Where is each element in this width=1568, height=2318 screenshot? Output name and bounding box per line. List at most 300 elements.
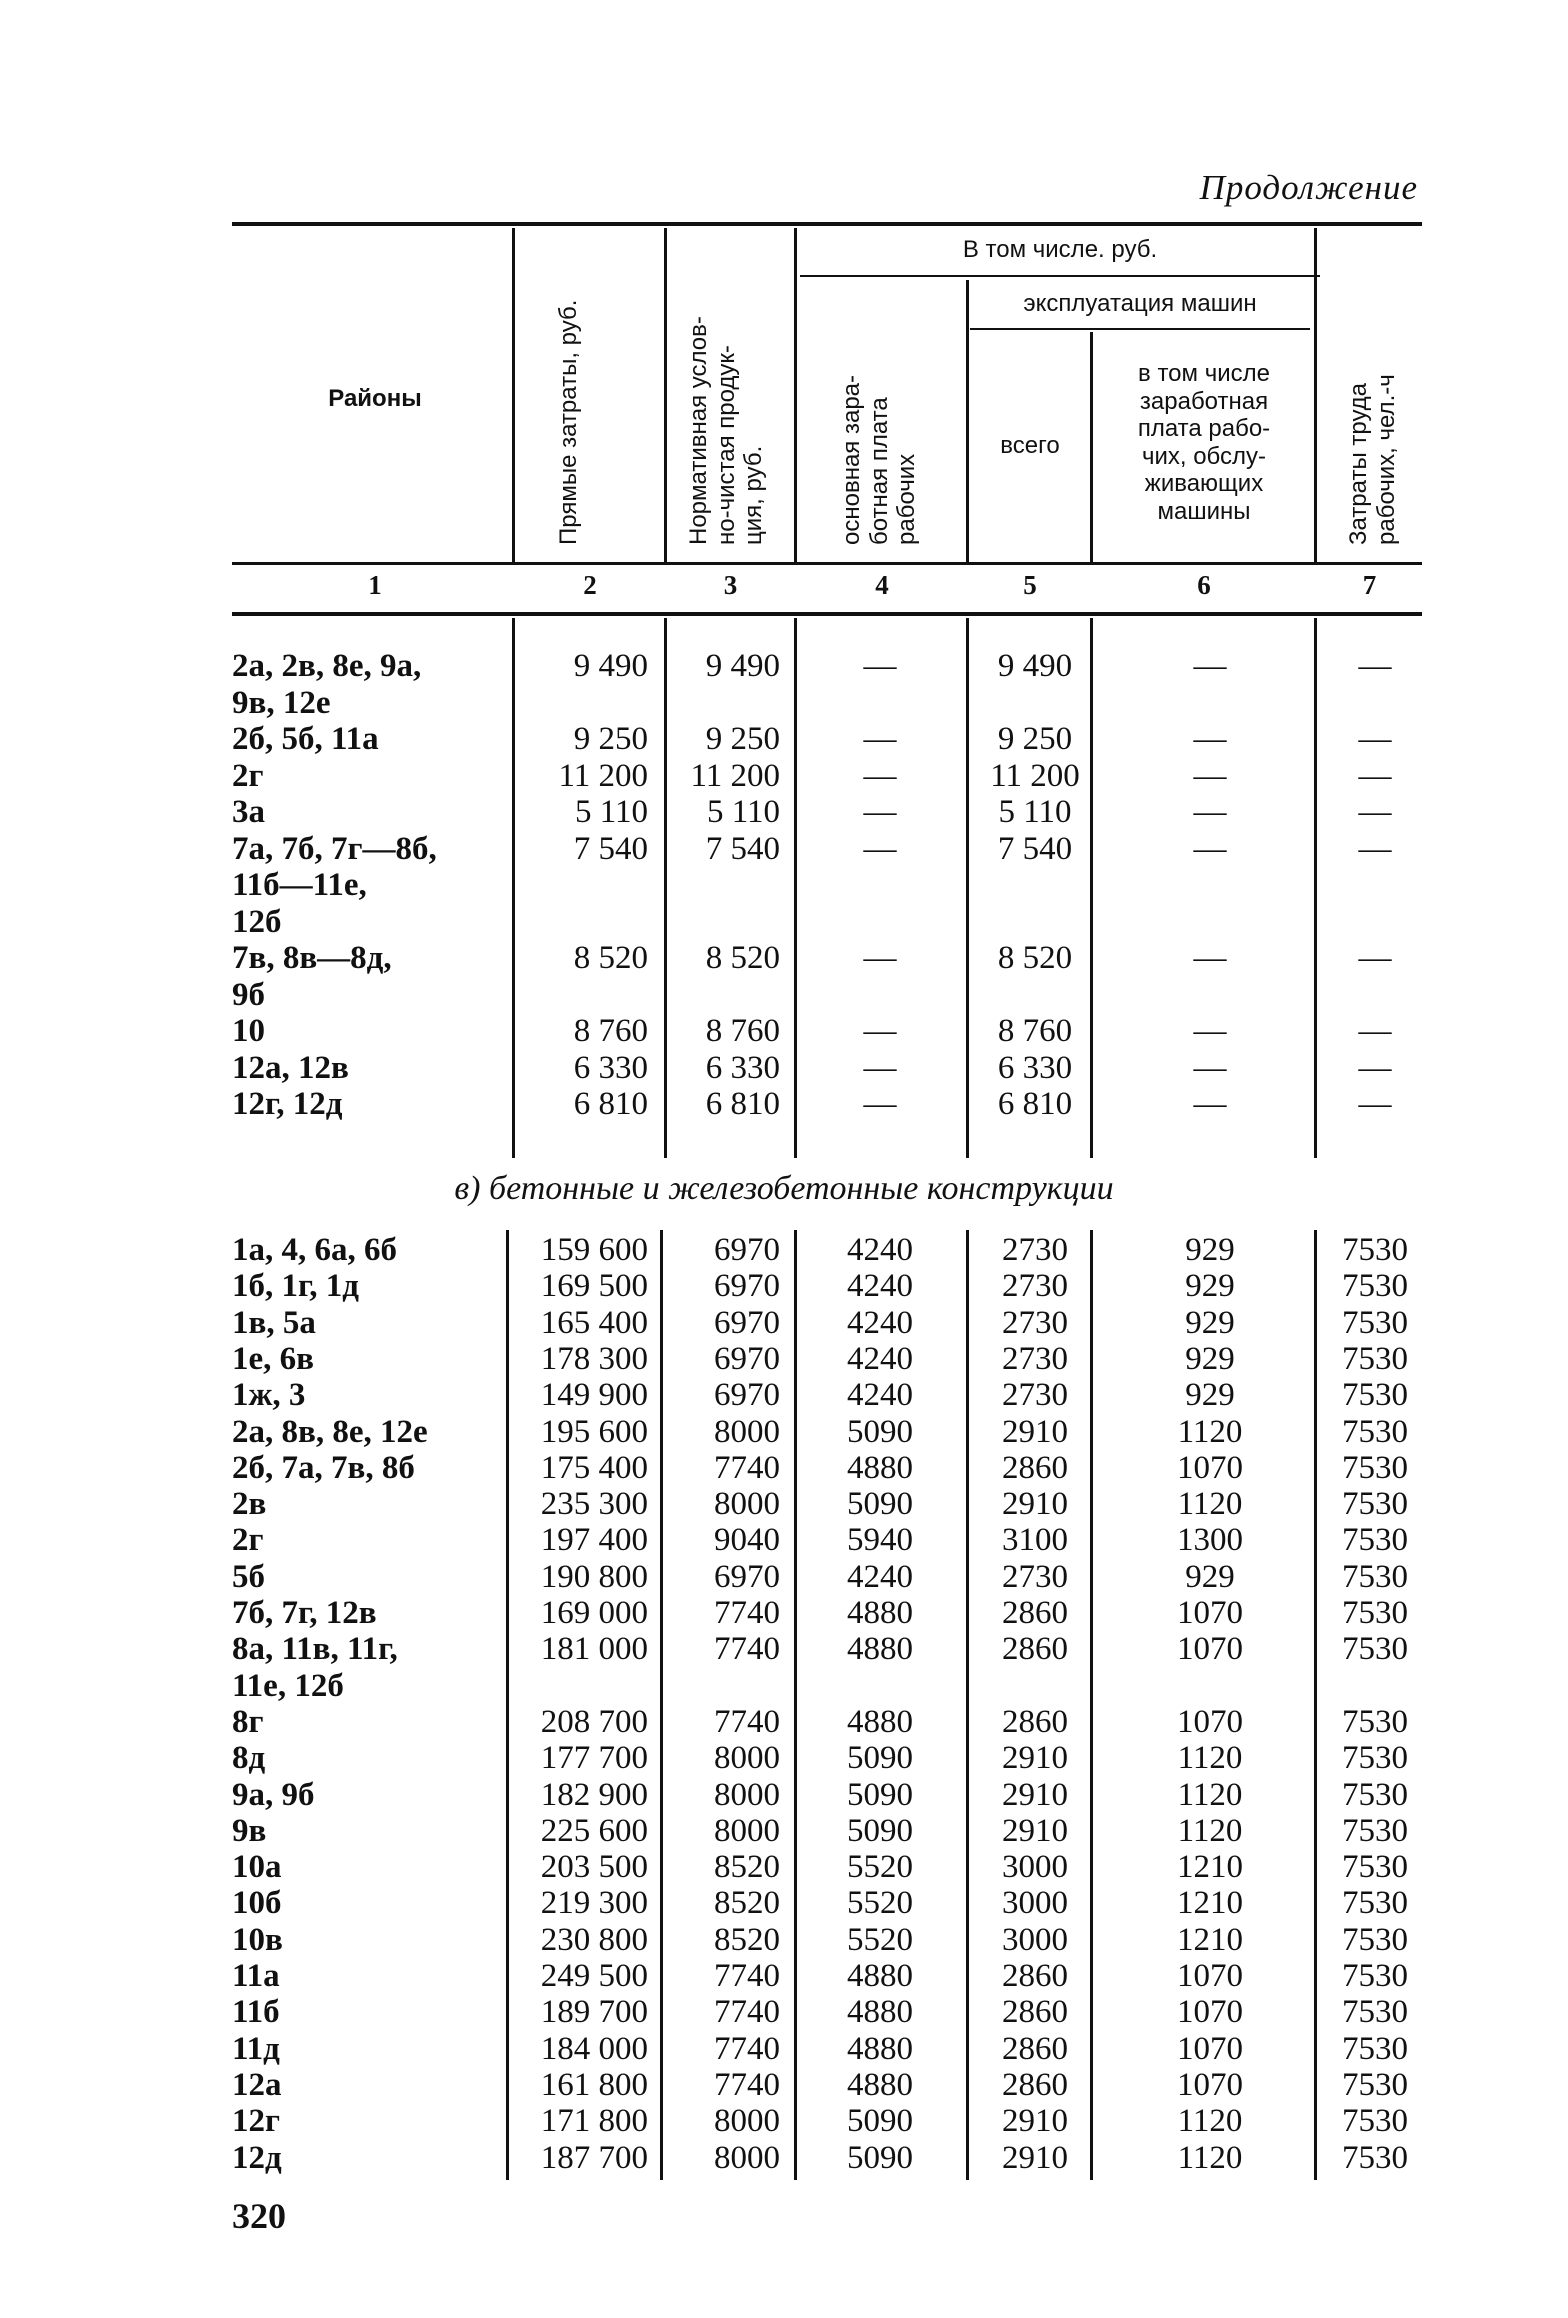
region-name: 1а, 4, 6а, 6б <box>232 1232 397 1268</box>
cell-col2: 195 600 <box>540 1413 648 1450</box>
cell-col5: 2910 <box>1002 1740 1068 1777</box>
table-row <box>0 2067 1568 2103</box>
cell-col3: 8520 <box>714 1885 780 1922</box>
table-row <box>0 1232 1568 1268</box>
continuation-label: Продолжение <box>1199 168 1418 207</box>
region-name: 7в, 8в—8д, <box>232 940 392 976</box>
header-labor-line2: рабочих, чел.-ч <box>1372 374 1400 545</box>
cell-col6: 1120 <box>1177 1413 1243 1450</box>
header-vline-4 <box>966 280 969 562</box>
cell-col5: 2860 <box>1002 1631 1068 1668</box>
cell-col5: 2860 <box>1002 2066 1068 2103</box>
cell-col2: 197 400 <box>540 1522 648 1559</box>
cell-col7: 7530 <box>1342 2139 1408 2176</box>
cell-col7: 7530 <box>1342 1449 1408 1486</box>
cell-col6: 1210 <box>1177 1885 1243 1922</box>
cell-col6: 929 <box>1185 1340 1235 1377</box>
table-row <box>0 1704 1568 1740</box>
cell-col3: 7 540 <box>705 830 780 867</box>
cell-col2: 149 900 <box>540 1377 648 1414</box>
cell-col4: — <box>863 794 897 830</box>
region-name: 2г <box>232 757 264 794</box>
cell-col7: 7530 <box>1342 1340 1408 1377</box>
cell-col4: 5520 <box>847 1849 913 1886</box>
cell-col5: 6 330 <box>997 1049 1073 1086</box>
header-machine-wage-line2: заработная <box>1139 387 1269 415</box>
cell-col2: 8 760 <box>573 1013 648 1049</box>
cell-col3: 8000 <box>714 1413 780 1450</box>
cell-col5: 2860 <box>1002 1994 1068 2031</box>
cell-col4: 5090 <box>847 1812 913 1849</box>
cell-col5: 3000 <box>1002 1921 1068 1958</box>
cell-col7: 7530 <box>1342 1740 1408 1777</box>
table-row <box>0 1777 1568 1813</box>
cell-col3: 6970 <box>714 1340 780 1377</box>
cell-col4: 5090 <box>847 1776 913 1813</box>
cell-col7: 7530 <box>1342 1558 1408 1595</box>
cell-col4: 4880 <box>847 1631 913 1668</box>
region-name: 10 <box>232 1013 265 1049</box>
header-machines-total: всего <box>1000 432 1060 459</box>
cell-col3: 7740 <box>714 1958 780 1994</box>
region-name: 2а, 8в, 8е, 12е <box>232 1413 428 1450</box>
cell-col5: 2860 <box>1002 1958 1068 1994</box>
region-name: 7б, 7г, 12в <box>232 1595 377 1631</box>
region-name: 12г <box>232 2103 280 2140</box>
region-name: 11б—11е, <box>232 867 367 903</box>
cell-col4: 5090 <box>847 1486 913 1523</box>
cell-col7: 7530 <box>1342 1232 1408 1268</box>
table-row <box>0 1377 1568 1413</box>
cell-col5: 2910 <box>1002 1486 1068 1523</box>
cell-col4: 4880 <box>847 2030 913 2067</box>
cell-col2: 182 900 <box>540 1776 648 1813</box>
table-row <box>0 1958 1568 1994</box>
colnum-2: 2 <box>583 570 597 600</box>
table-row <box>0 1268 1568 1304</box>
cell-col5: 5 110 <box>998 794 1072 830</box>
cell-col3: 8000 <box>714 1812 780 1849</box>
cell-col7: 7530 <box>1342 1631 1408 1668</box>
table-row <box>0 794 1568 831</box>
cell-col6: — <box>1193 1049 1227 1086</box>
cell-col4: 5090 <box>847 1740 913 1777</box>
table-row <box>0 1740 1568 1776</box>
region-name: 9в, 12е <box>232 684 331 721</box>
header-including-group: В том числе. руб. <box>962 236 1158 263</box>
cell-col4: 4880 <box>847 1958 913 1994</box>
cell-col7: — <box>1358 1049 1392 1086</box>
colnum-3: 3 <box>723 570 738 600</box>
cell-col6: 929 <box>1185 1377 1235 1414</box>
cell-col5: 7 540 <box>997 830 1073 867</box>
region-name: 12а <box>232 2066 282 2103</box>
table-row <box>0 721 1568 758</box>
cell-col4: — <box>863 1013 897 1049</box>
cell-col7: 7530 <box>1342 1921 1408 1958</box>
cell-col2: 225 600 <box>540 1812 648 1849</box>
cell-col5: 2730 <box>1002 1558 1068 1595</box>
colnum-1: 1 <box>368 570 382 600</box>
cell-col4: 4240 <box>847 1558 913 1595</box>
cell-col7: 7530 <box>1342 1885 1408 1922</box>
cell-col6: 929 <box>1185 1232 1235 1268</box>
cell-col4: 4880 <box>847 1595 913 1631</box>
cell-col3: 7740 <box>714 1994 780 2031</box>
header-direct-costs-text: Прямые затраты, руб. <box>555 299 582 545</box>
cell-col3: 8000 <box>714 1740 780 1777</box>
header-machine-wage <box>1094 360 1314 526</box>
cell-col5: 2860 <box>1002 1449 1068 1486</box>
cell-col2: 9 490 <box>573 648 648 684</box>
region-name: 10б <box>232 1885 282 1922</box>
cell-col7: — <box>1358 721 1392 757</box>
cell-col7: 7530 <box>1342 1413 1408 1450</box>
cell-col4: 4240 <box>847 1340 913 1377</box>
region-name: 1б, 1г, 1д <box>232 1268 359 1305</box>
cell-col5: 2860 <box>1002 1703 1068 1740</box>
region-name: 10а <box>232 1849 282 1886</box>
cell-col3: 7740 <box>714 2066 780 2103</box>
cell-col6: 1070 <box>1177 2066 1243 2103</box>
cell-col4: 5090 <box>847 1413 913 1450</box>
table-row <box>0 1450 1568 1486</box>
colnum-4: 4 <box>875 570 889 600</box>
cell-col3: 9 490 <box>705 648 780 684</box>
cell-col5: 2730 <box>1002 1268 1068 1305</box>
cell-col5: 2910 <box>1002 2103 1068 2140</box>
colnum-5: 5 <box>1023 570 1037 600</box>
cell-col4: — <box>863 721 897 757</box>
cell-col7: 7530 <box>1342 1776 1408 1813</box>
header-machine-wage-line3: плата рабо- <box>1137 415 1271 443</box>
cell-col6: 1120 <box>1177 1776 1243 1813</box>
region-name: 11а <box>232 1958 280 1994</box>
header-machine-wage-line5: живающих <box>1144 470 1264 498</box>
header-subgroup-rule <box>970 328 1310 330</box>
cell-col3: 8000 <box>714 2103 780 2140</box>
table-row <box>0 940 1568 1013</box>
cell-col4: 5090 <box>847 2103 913 2140</box>
cell-col6: 1070 <box>1177 1631 1243 1668</box>
cell-col3: 6970 <box>714 1558 780 1595</box>
table-row <box>0 2031 1568 2067</box>
region-name: 9б <box>232 976 265 1013</box>
cell-col7: 7530 <box>1342 1994 1408 2031</box>
table-row <box>0 1486 1568 1522</box>
cell-col7: 7530 <box>1342 1812 1408 1849</box>
cell-col5: 2910 <box>1002 1413 1068 1450</box>
cell-col6: 1070 <box>1177 1449 1243 1486</box>
header-normative-line2: но-чистая продук- <box>712 345 740 545</box>
cell-col4: 4880 <box>847 1994 913 2031</box>
cell-col6: — <box>1193 794 1227 830</box>
cell-col2: 178 300 <box>540 1340 648 1377</box>
region-name: 2в <box>232 1486 267 1523</box>
cell-col6: 1070 <box>1177 1595 1243 1631</box>
header-vline-6 <box>1314 228 1317 562</box>
page-number: 320 <box>232 2196 286 2236</box>
cell-col7: — <box>1358 940 1392 976</box>
cell-col7: 7530 <box>1342 1486 1408 1523</box>
cell-col7: 7530 <box>1342 1595 1408 1631</box>
table-row <box>0 2140 1568 2176</box>
region-name: 2б, 5б, 11а <box>232 721 379 757</box>
table-row <box>0 1849 1568 1885</box>
cell-col7: 7530 <box>1342 1958 1408 1994</box>
header-base-wage <box>838 375 921 545</box>
region-name: 2а, 2в, 8е, 9а, <box>232 648 422 684</box>
cell-col3: 8 520 <box>705 940 780 976</box>
cell-col3: 11 200 <box>690 757 780 794</box>
cell-col4: — <box>863 648 897 684</box>
table-row <box>0 758 1568 795</box>
cell-col6: 1070 <box>1177 2030 1243 2067</box>
cell-col4: 5520 <box>847 1885 913 1922</box>
cell-col2: 203 500 <box>540 1849 648 1886</box>
cell-col5: 2730 <box>1002 1377 1068 1414</box>
cell-col5: 6 810 <box>997 1086 1073 1122</box>
region-name: 12а, 12в <box>232 1049 349 1086</box>
cell-col3: 6 810 <box>705 1086 780 1122</box>
cell-col3: 5 110 <box>706 794 780 830</box>
region-name: 1ж, 3 <box>232 1377 306 1414</box>
cell-col2: 175 400 <box>540 1449 648 1486</box>
cell-col2: 190 800 <box>540 1558 648 1595</box>
cell-col5: 2730 <box>1002 1304 1068 1341</box>
cell-col2: 189 700 <box>540 1994 648 2031</box>
cell-col2: 187 700 <box>540 2139 648 2176</box>
cell-col2: 177 700 <box>540 1740 648 1777</box>
cell-col7: 7530 <box>1342 2103 1408 2140</box>
table-row <box>0 2103 1568 2139</box>
header-bottom-rule <box>232 562 1422 565</box>
region-name: 3а <box>232 794 265 830</box>
table-row <box>0 1414 1568 1450</box>
cell-col5: 9 490 <box>997 648 1073 684</box>
header-normative <box>685 316 768 545</box>
header-machine-wage-line1: в том числе <box>1138 360 1270 387</box>
cell-col2: 181 000 <box>540 1631 648 1668</box>
cell-col6: 1210 <box>1177 1849 1243 1886</box>
cell-col3: 8 760 <box>705 1013 780 1049</box>
region-name: 10в <box>232 1921 283 1958</box>
table-row <box>0 1559 1568 1595</box>
header-normative-line3: ция, руб. <box>740 445 768 545</box>
cell-col6: 1120 <box>1177 2139 1243 2176</box>
header-base-wage-line2: ботная плата <box>865 397 893 545</box>
cell-col2: 169 000 <box>540 1595 648 1631</box>
cell-col5: 8 520 <box>997 940 1073 976</box>
table-row <box>0 1922 1568 1958</box>
cell-col4: 4240 <box>847 1268 913 1305</box>
cell-col5: 2730 <box>1002 1340 1068 1377</box>
cell-col7: 7530 <box>1342 1522 1408 1559</box>
header-labor <box>1345 374 1400 545</box>
header-machine-wage-line4: чих, обслу- <box>1141 442 1267 470</box>
cell-col2: 249 500 <box>540 1958 648 1994</box>
region-name: 12г, 12д <box>232 1086 343 1122</box>
region-name: 7а, 7б, 7г—8б, <box>232 830 437 867</box>
header-vline-1 <box>512 228 515 562</box>
cell-col6: — <box>1193 1086 1227 1122</box>
cell-col6: 929 <box>1185 1558 1235 1595</box>
cell-col6: 1120 <box>1177 1812 1243 1849</box>
cell-col3: 6 330 <box>705 1049 780 1086</box>
cell-col2: 7 540 <box>573 830 648 867</box>
cell-col7: — <box>1358 830 1392 867</box>
header-labor-line1: Затраты труда <box>1345 382 1372 545</box>
header-normative-line1: Нормативная услов- <box>685 316 712 545</box>
cell-col3: 6970 <box>714 1377 780 1414</box>
cell-col7: — <box>1358 757 1392 794</box>
cell-col5: 9 250 <box>997 721 1073 757</box>
header-top-rule <box>232 222 1422 226</box>
cell-col4: 4240 <box>847 1304 913 1341</box>
cell-col4: — <box>863 757 897 794</box>
cell-col5: 2860 <box>1002 1595 1068 1631</box>
header-vline-2 <box>664 228 667 562</box>
cell-col7: — <box>1358 1086 1392 1122</box>
region-name: 2г <box>232 1522 264 1559</box>
cell-col3: 6970 <box>714 1304 780 1341</box>
table-row <box>0 1341 1568 1377</box>
region-name: 2б, 7а, 7в, 8б <box>232 1449 415 1486</box>
cell-col3: 7740 <box>714 1703 780 1740</box>
cell-col4: 4880 <box>847 2066 913 2103</box>
cell-col3: 6970 <box>714 1232 780 1268</box>
cell-col4: — <box>863 940 897 976</box>
cell-col3: 8520 <box>714 1921 780 1958</box>
cell-col3: 6970 <box>714 1268 780 1305</box>
cell-col4: 4240 <box>847 1377 913 1414</box>
cell-col3: 9 250 <box>705 721 780 757</box>
cell-col3: 8000 <box>714 1776 780 1813</box>
section-title: в) бетонные и железобетонные конструкции <box>454 1170 1114 1207</box>
header-direct-costs <box>555 275 583 545</box>
region-name: 8г <box>232 1703 264 1740</box>
cell-col5: 8 760 <box>997 1013 1073 1049</box>
region-name: 11е, 12б <box>232 1667 344 1704</box>
table-row <box>0 1305 1568 1341</box>
cell-col2: 169 500 <box>540 1268 648 1305</box>
cell-col5: 11 200 <box>990 757 1080 794</box>
cell-col5: 2910 <box>1002 1776 1068 1813</box>
table-row <box>0 1631 1568 1704</box>
cell-col5: 2860 <box>1002 2030 1068 2067</box>
cell-col2: 6 810 <box>573 1086 648 1122</box>
cell-col4: 5940 <box>847 1522 913 1559</box>
header-base-wage-line3: рабочих <box>893 453 921 545</box>
region-name: 8а, 11в, 11г, <box>232 1631 398 1668</box>
cell-col3: 7740 <box>714 1595 780 1631</box>
cell-col3: 7740 <box>714 1449 780 1486</box>
region-name: 12д <box>232 2139 282 2176</box>
region-name: 8д <box>232 1740 266 1777</box>
cell-col4: — <box>863 1086 897 1122</box>
cell-col4: 4240 <box>847 1232 913 1268</box>
cell-col7: 7530 <box>1342 1268 1408 1305</box>
colnum-bottom-rule <box>232 612 1422 616</box>
header-machine-wage-line6: машины <box>1157 497 1251 525</box>
cell-col7: 7530 <box>1342 1304 1408 1341</box>
cell-col6: 1210 <box>1177 1921 1243 1958</box>
cell-col3: 8000 <box>714 1486 780 1523</box>
cell-col5: 2910 <box>1002 2139 1068 2176</box>
cell-col6: — <box>1193 940 1227 976</box>
table-row <box>0 1595 1568 1631</box>
cell-col2: 161 800 <box>540 2066 648 2103</box>
cell-col4: — <box>863 1049 897 1086</box>
cell-col5: 2730 <box>1002 1232 1068 1268</box>
cell-col3: 7740 <box>714 2030 780 2067</box>
cell-col6: 1120 <box>1177 1740 1243 1777</box>
cell-col4: 4880 <box>847 1449 913 1486</box>
cell-col2: 184 000 <box>540 2030 648 2067</box>
cell-col5: 3000 <box>1002 1849 1068 1886</box>
table-row <box>0 1050 1568 1087</box>
cell-col6: — <box>1193 721 1227 757</box>
cell-col5: 2910 <box>1002 1812 1068 1849</box>
cell-col2: 208 700 <box>540 1703 648 1740</box>
cell-col4: 5090 <box>847 2139 913 2176</box>
cell-col5: 3000 <box>1002 1885 1068 1922</box>
cell-col6: — <box>1193 1013 1227 1049</box>
cell-col2: 8 520 <box>573 940 648 976</box>
cell-col2: 5 110 <box>574 794 648 830</box>
cell-col6: 1300 <box>1177 1522 1243 1559</box>
cell-col3: 7740 <box>714 1631 780 1668</box>
cell-col7: 7530 <box>1342 1703 1408 1740</box>
cell-col7: — <box>1358 794 1392 830</box>
cell-col7: 7530 <box>1342 2066 1408 2103</box>
cell-col3: 9040 <box>714 1522 780 1559</box>
cell-col7: 7530 <box>1342 1849 1408 1886</box>
colnum-7: 7 <box>1362 570 1377 600</box>
cell-col3: 8000 <box>714 2139 780 2176</box>
cell-col7: — <box>1358 648 1392 684</box>
table-row <box>0 1994 1568 2030</box>
cell-col5: 3100 <box>1002 1522 1068 1559</box>
cell-col4: 5520 <box>847 1921 913 1958</box>
region-name: 5б <box>232 1558 265 1595</box>
cell-col6: — <box>1193 830 1227 867</box>
cell-col6: 1120 <box>1177 2103 1243 2140</box>
region-name: 12б <box>232 903 282 940</box>
header-machines-group: эксплуатация машин <box>1023 290 1257 317</box>
cell-col7: 7530 <box>1342 1377 1408 1414</box>
table-row <box>0 648 1568 721</box>
colnum-6: 6 <box>1197 570 1211 600</box>
cell-col2: 159 600 <box>540 1232 648 1268</box>
cell-col7: — <box>1358 1013 1392 1049</box>
region-name: 1в, 5а <box>232 1304 316 1341</box>
cell-col6: — <box>1193 648 1227 684</box>
cell-col4: 4880 <box>847 1703 913 1740</box>
cell-col6: — <box>1193 757 1227 794</box>
header-group-rule <box>800 275 1320 277</box>
cell-col2: 165 400 <box>540 1304 648 1341</box>
cell-col6: 1070 <box>1177 1958 1243 1994</box>
region-name: 9в <box>232 1812 267 1849</box>
cell-col3: 8520 <box>714 1849 780 1886</box>
cell-col7: 7530 <box>1342 2030 1408 2067</box>
table-row <box>0 1885 1568 1921</box>
header-regions: Районы <box>328 385 422 412</box>
header-base-wage-line1: основная зара- <box>838 374 865 545</box>
table-row <box>0 1813 1568 1849</box>
table-row <box>0 1522 1568 1558</box>
